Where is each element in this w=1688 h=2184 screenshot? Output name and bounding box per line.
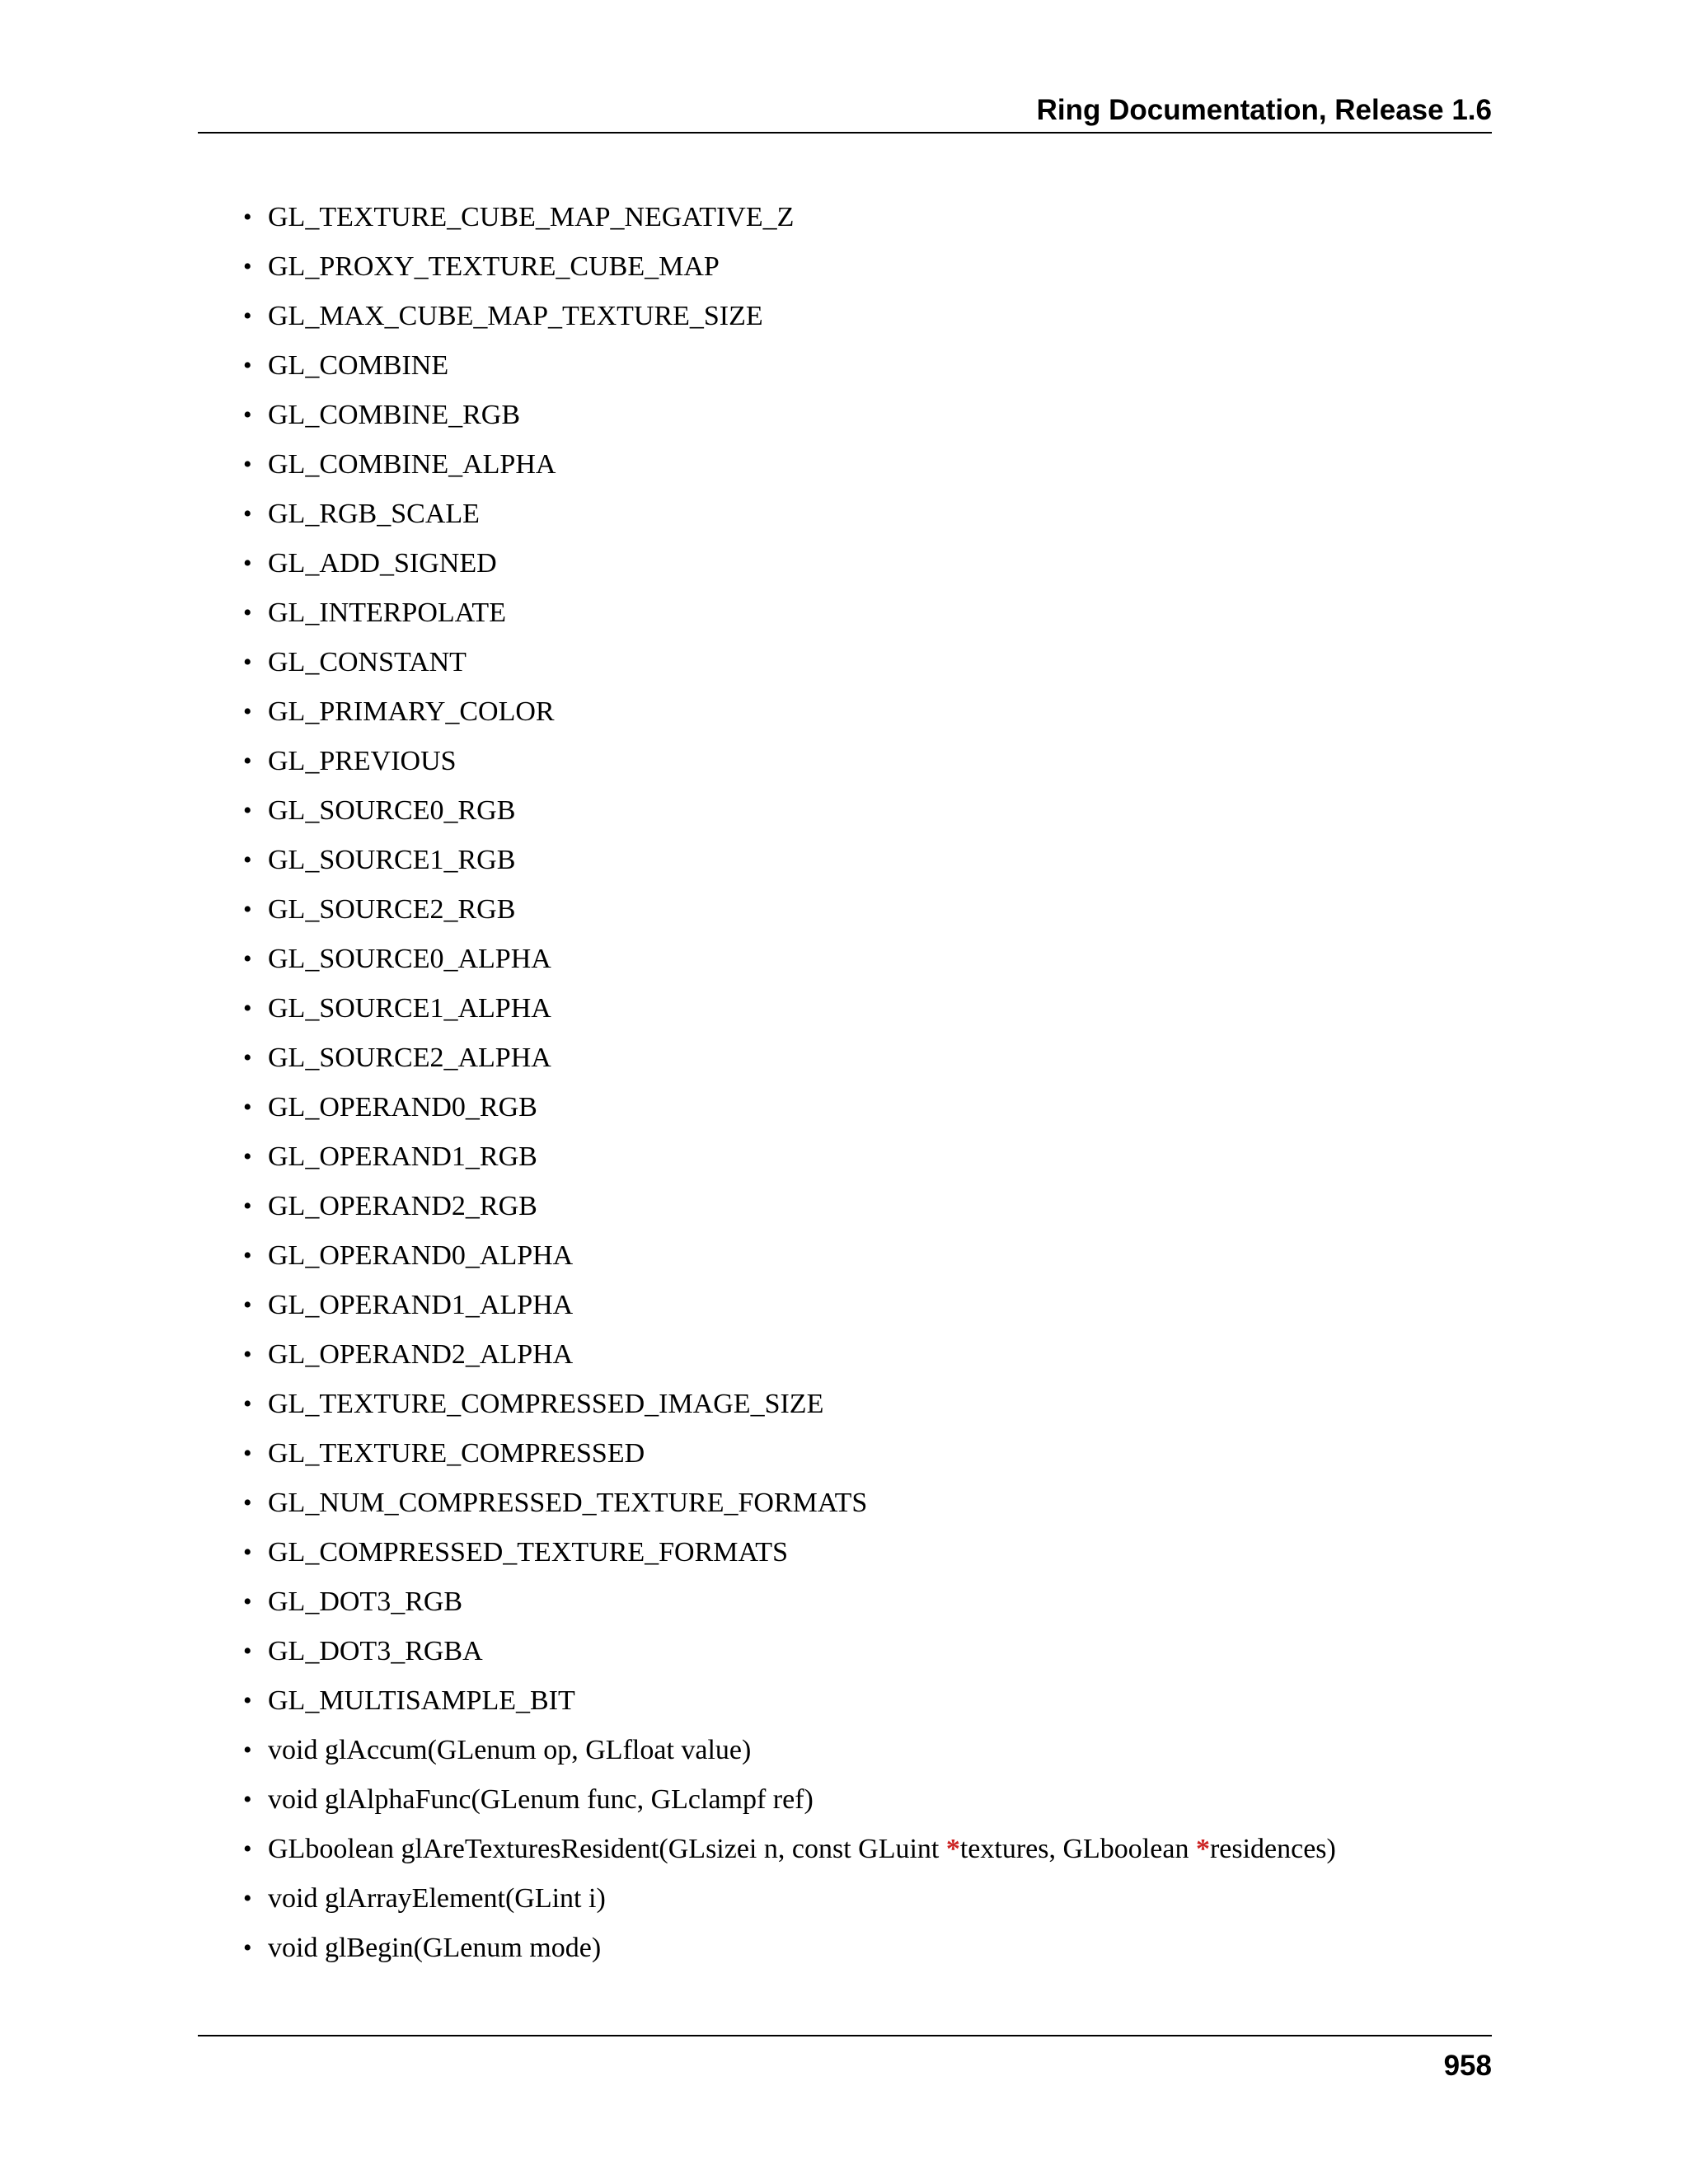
list-item (243, 1333, 1479, 1383)
list-item (243, 246, 1479, 295)
list-item (243, 295, 1479, 344)
signature-text-1: GLboolean glAreTexturesResident(GLsizei n, const GLuint (268, 1834, 946, 1864)
list-item (243, 1927, 1479, 1976)
list-item (243, 839, 1479, 888)
signature-text-2: textures, GLboolean (959, 1834, 1196, 1864)
list-item-text: GL_DOT3_RGB (268, 1586, 463, 1617)
bullet-icon: • (243, 846, 252, 874)
list-item-text: GL_SOURCE1_ALPHA (268, 993, 551, 1024)
page-header (198, 89, 1492, 134)
page-footer (198, 2035, 1492, 2082)
list-item (243, 1779, 1479, 1828)
bullet-icon: • (243, 1291, 252, 1319)
bullet-icon: • (243, 550, 252, 577)
list-item (243, 987, 1479, 1037)
list-item-text: GL_MAX_CUBE_MAP_TEXTURE_SIZE (268, 301, 763, 331)
bullet-icon: • (243, 1638, 252, 1665)
list-item (243, 196, 1479, 246)
list-item-text: GL_TEXTURE_COMPRESSED_IMAGE_SIZE (268, 1389, 824, 1419)
list-item-text: GL_RGB_SCALE (268, 499, 480, 529)
list-item (243, 493, 1479, 542)
list-item (243, 1729, 1479, 1779)
constant-list (243, 196, 1479, 1976)
list-item-text: GL_SOURCE0_ALPHA (268, 944, 551, 974)
list-item-text: GL_PROXY_TEXTURE_CUBE_MAP (268, 251, 720, 282)
list-item-text: GL_SOURCE2_RGB (268, 894, 516, 925)
list-item-text: void glAlphaFunc(GLenum func, GLclampf ref) (268, 1784, 814, 1815)
bullet-icon: • (243, 748, 252, 775)
list-item-text: GL_PRIMARY_COLOR (268, 696, 555, 727)
bullet-icon: • (243, 797, 252, 824)
list-item (243, 542, 1479, 592)
list-item-text: GL_COMPRESSED_TEXTURE_FORMATS (268, 1537, 788, 1568)
list-item-text: GL_COMBINE (268, 350, 449, 381)
list-item-text: GL_OPERAND0_RGB (268, 1092, 537, 1122)
list-item-text: GL_CONSTANT (268, 647, 467, 677)
list-item (243, 1284, 1479, 1333)
bullet-icon: • (243, 1193, 252, 1220)
list-item (243, 1630, 1479, 1680)
list-item (243, 888, 1479, 938)
bullet-icon: • (243, 1835, 252, 1863)
list-item-text: void glArrayElement(GLint i) (268, 1883, 606, 1914)
list-item-text: GL_OPERAND2_RGB (268, 1191, 537, 1221)
bullet-icon: • (243, 1242, 252, 1269)
bullet-icon: • (243, 1539, 252, 1566)
bullet-icon: • (243, 599, 252, 626)
bullet-icon: • (243, 451, 252, 478)
list-item (243, 641, 1479, 691)
list-item (243, 1383, 1479, 1432)
list-item (243, 938, 1479, 987)
bullet-icon: • (243, 1786, 252, 1813)
list-item (243, 1185, 1479, 1235)
list-item-text: GL_OPERAND1_ALPHA (268, 1290, 574, 1320)
list-item (243, 740, 1479, 790)
list-item (243, 1680, 1479, 1729)
list-item (243, 1086, 1479, 1136)
bullet-icon: • (243, 1341, 252, 1368)
bullet-icon: • (243, 1588, 252, 1615)
list-item (243, 1531, 1479, 1581)
list-item-text: GL_COMBINE_RGB (268, 400, 521, 430)
bullet-icon: • (243, 1736, 252, 1764)
bullet-icon: • (243, 649, 252, 676)
list-item-text: void glBegin(GLenum mode) (268, 1933, 602, 1963)
list-item-text: GL_INTERPOLATE (268, 598, 506, 628)
list-item-text: GL_OPERAND1_RGB (268, 1141, 537, 1172)
list-item-text: GL_ADD_SIGNED (268, 548, 497, 579)
pointer-asterisk: * (945, 1834, 960, 1864)
list-item (243, 443, 1479, 493)
bullet-icon: • (243, 253, 252, 280)
list-item-text: GL_SOURCE1_RGB (268, 845, 516, 875)
bullet-icon: • (243, 1934, 252, 1961)
list-item-text: GL_SOURCE0_RGB (268, 795, 516, 826)
list-item (243, 344, 1479, 394)
list-item-text: GL_TEXTURE_COMPRESSED (268, 1438, 645, 1469)
list-item (243, 790, 1479, 839)
bullet-icon: • (243, 1143, 252, 1170)
signature-text-3: residences) (1209, 1834, 1336, 1864)
list-item-text: GL_SOURCE2_ALPHA (268, 1043, 551, 1073)
bullet-icon: • (243, 352, 252, 379)
list-item (243, 1482, 1479, 1531)
list-item (243, 1432, 1479, 1482)
bullet-icon: • (243, 1489, 252, 1516)
list-item (243, 1136, 1479, 1185)
bullet-icon: • (243, 698, 252, 725)
list-item-text (268, 1828, 1336, 1871)
bullet-icon: • (243, 500, 252, 527)
list-item-text: GL_MULTISAMPLE_BIT (268, 1685, 575, 1716)
bullet-icon: • (243, 1885, 252, 1912)
bullet-icon: • (243, 1094, 252, 1121)
bullet-icon: • (243, 302, 252, 330)
pointer-asterisk: * (1195, 1834, 1210, 1864)
list-item-text: GL_NUM_COMPRESSED_TEXTURE_FORMATS (268, 1488, 868, 1518)
bullet-icon: • (243, 204, 252, 231)
list-item-text: void glAccum(GLenum op, GLfloat value) (268, 1735, 752, 1765)
bullet-icon: • (243, 995, 252, 1022)
list-item-text: GL_TEXTURE_CUBE_MAP_NEGATIVE_Z (268, 202, 795, 232)
bullet-icon: • (243, 1687, 252, 1714)
list-item-text: GL_COMBINE_ALPHA (268, 449, 556, 480)
list-item (243, 1877, 1479, 1927)
list-item-text: GL_PREVIOUS (268, 746, 457, 776)
list-item (243, 1235, 1479, 1284)
list-item-text: GL_DOT3_RGBA (268, 1636, 483, 1666)
list-item-text: GL_OPERAND2_ALPHA (268, 1339, 574, 1370)
list-item-text: GL_OPERAND0_ALPHA (268, 1240, 574, 1271)
list-item (243, 1828, 1479, 1877)
document-title: Ring Documentation, Release 1.6 (1036, 94, 1492, 126)
bullet-icon: • (243, 1390, 252, 1418)
list-item (243, 1581, 1479, 1630)
list-item (243, 394, 1479, 443)
bullet-icon: • (243, 945, 252, 972)
bullet-icon: • (243, 1440, 252, 1467)
bullet-icon: • (243, 401, 252, 429)
list-item (243, 592, 1479, 641)
list-item (243, 691, 1479, 740)
bullet-icon: • (243, 1044, 252, 1071)
list-item (243, 1037, 1479, 1086)
page-number: 958 (1443, 2050, 1492, 2082)
bullet-icon: • (243, 896, 252, 923)
